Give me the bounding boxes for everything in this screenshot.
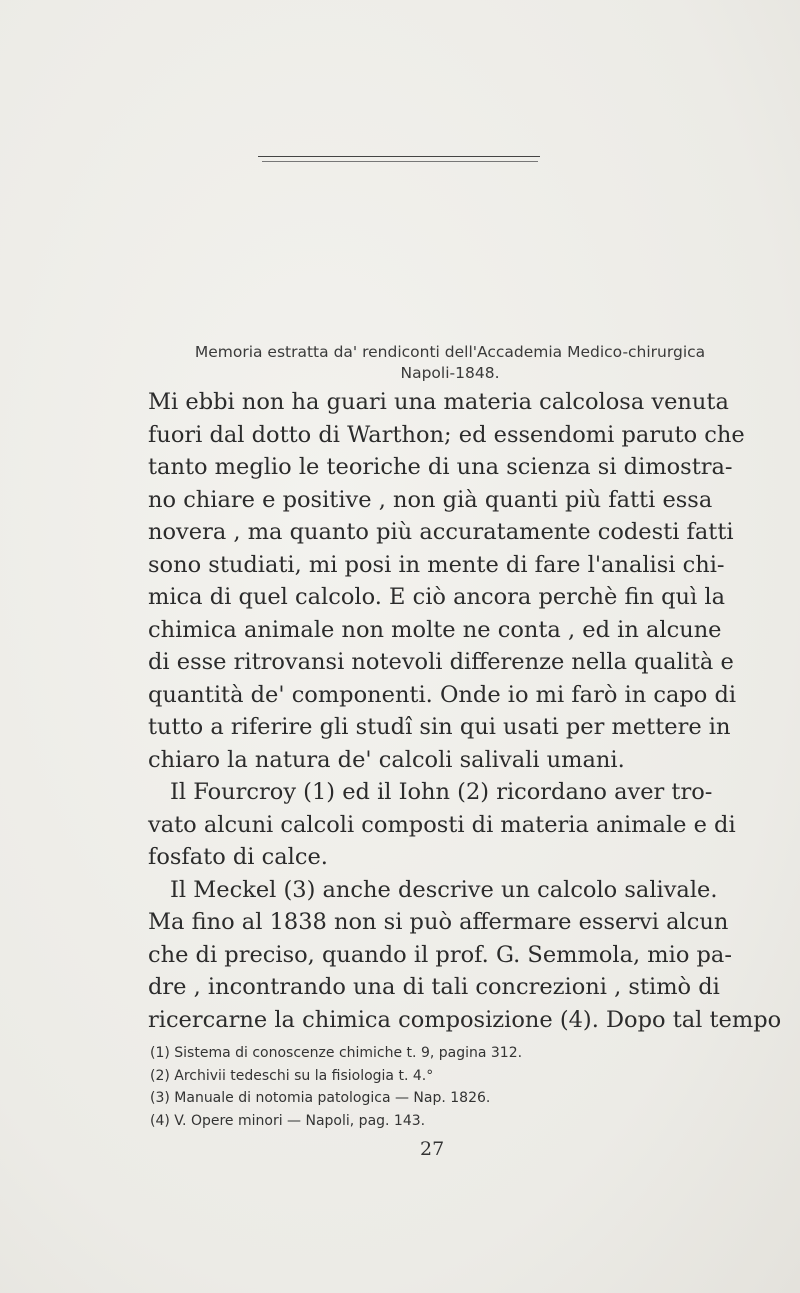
text-line: Il Fourcroy (1) ed il Iohn (2) ricordano aver tro- xyxy=(170,779,713,805)
text-line: Ma fino al 1838 non si può affermare esservi alcun xyxy=(148,909,729,935)
text-line: fosfato di calce. xyxy=(148,844,328,870)
footnote: (4) V. Opere minori — Napoli, pag. 143. xyxy=(150,1112,426,1129)
text-line: sono studiati, mi posi in mente di fare l'analisi chi- xyxy=(148,551,725,578)
header-line: Memoria estratta da' rendiconti dell'Accademia Medico-chirurgica xyxy=(194,343,706,361)
footnote: (3) Manuale di notomia patologica — Nap. 1826. xyxy=(150,1090,491,1106)
text-line: fuori dal dotto di Warthon; ed essendomi paruto che xyxy=(148,421,745,448)
text-line: Mi ebbi non ha guari una materia calcolosa venuta xyxy=(148,389,729,415)
footnote: (2) Archivii tedeschi su la fisiologia t. 4.° xyxy=(150,1067,434,1084)
text-line: mica di quel calcolo. E ciò ancora perchè fin quì la xyxy=(148,584,726,610)
top-rule-thin xyxy=(262,161,538,162)
header-line: Napoli-1848. xyxy=(400,364,500,382)
text-line: novera , ma quanto più accuratamente codesti fatti xyxy=(148,519,734,545)
footnote: (1) Sistema di conoscenze chimiche t. 9, pagina 312. xyxy=(150,1045,523,1061)
top-rule xyxy=(258,156,540,157)
text-line: tutto a riferire gli studî sin qui usati per mettere in xyxy=(148,714,731,740)
text-line: ricercarne la chimica composizione (4). Dopo tal tempo xyxy=(148,1006,782,1033)
text-line: vato alcuni calcoli composti di materia animale e di xyxy=(148,811,736,838)
text-line: chimica animale non molte ne conta , ed in alcune xyxy=(148,616,722,643)
publication-header xyxy=(100,342,800,384)
footnotes xyxy=(150,1042,710,1132)
text-line: tanto meglio le teoriche di una scienza si dimostra- xyxy=(148,454,733,480)
text-line: no chiare e positive , non già quanti più fatti essa xyxy=(148,486,713,513)
text-line: quantità de' componenti. Onde io mi farò in capo di xyxy=(148,681,737,708)
text-line: Il Meckel (3) anche descrive un calcolo salivale. xyxy=(170,876,718,903)
text-line: dre , incontrando una di tali concrezioni , stimò di xyxy=(148,974,720,1000)
page-number: 27 xyxy=(420,1138,445,1160)
text-line: di esse ritrovansi notevoli differenze nella qualità e xyxy=(148,649,734,675)
body-text xyxy=(148,386,782,1036)
text-line: che di preciso, quando il prof. G. Semmola, mio pa- xyxy=(148,941,732,968)
text-line: chiaro la natura de' calcoli salivali umani. xyxy=(148,746,625,773)
